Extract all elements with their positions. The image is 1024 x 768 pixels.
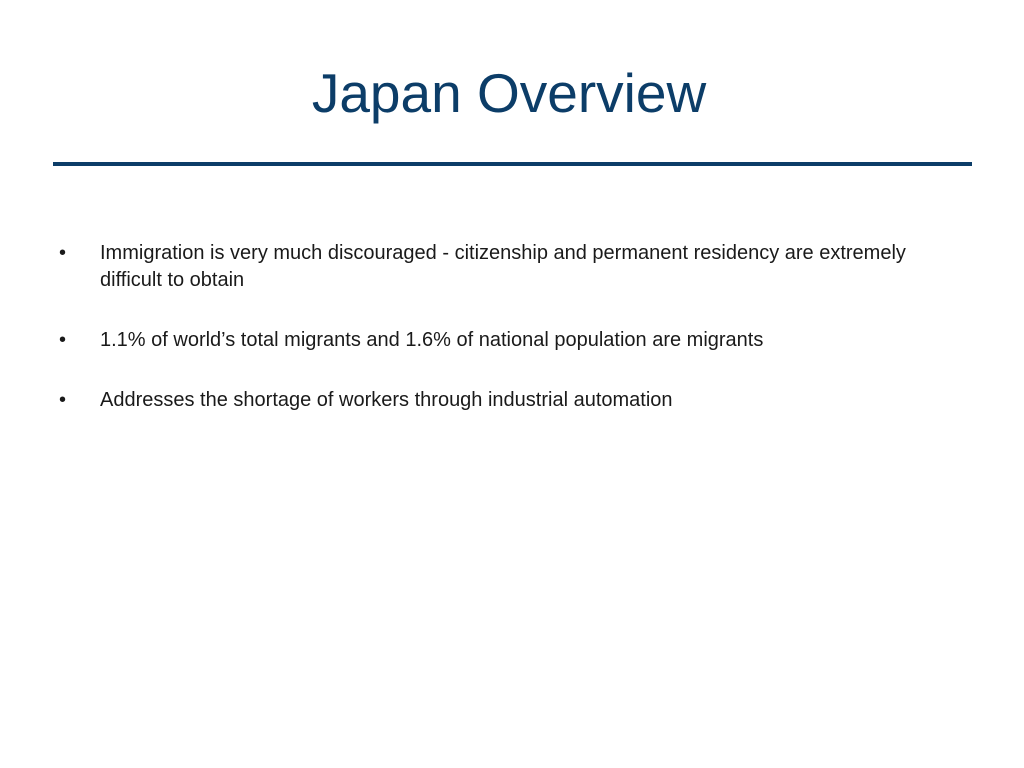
- bullet-icon: •: [59, 389, 67, 411]
- bullet-text: 1.1% of world’s total migrants and 1.6% of national population are migrants: [100, 329, 764, 351]
- bullet-text: Addresses the shortage of workers through industrial automation: [100, 389, 673, 411]
- list-item: [59, 387, 929, 414]
- bullet-list: [59, 240, 929, 447]
- bullet-icon: •: [59, 242, 67, 264]
- title-divider: [53, 162, 972, 166]
- list-item: [59, 240, 929, 294]
- bullet-text: Immigration is very much discouraged - citizenship and permanent residency are extremely difficult to obtain: [100, 242, 906, 291]
- bullet-icon: •: [59, 329, 67, 351]
- list-item: [59, 327, 929, 354]
- slide-title: Japan Overview: [311, 62, 707, 124]
